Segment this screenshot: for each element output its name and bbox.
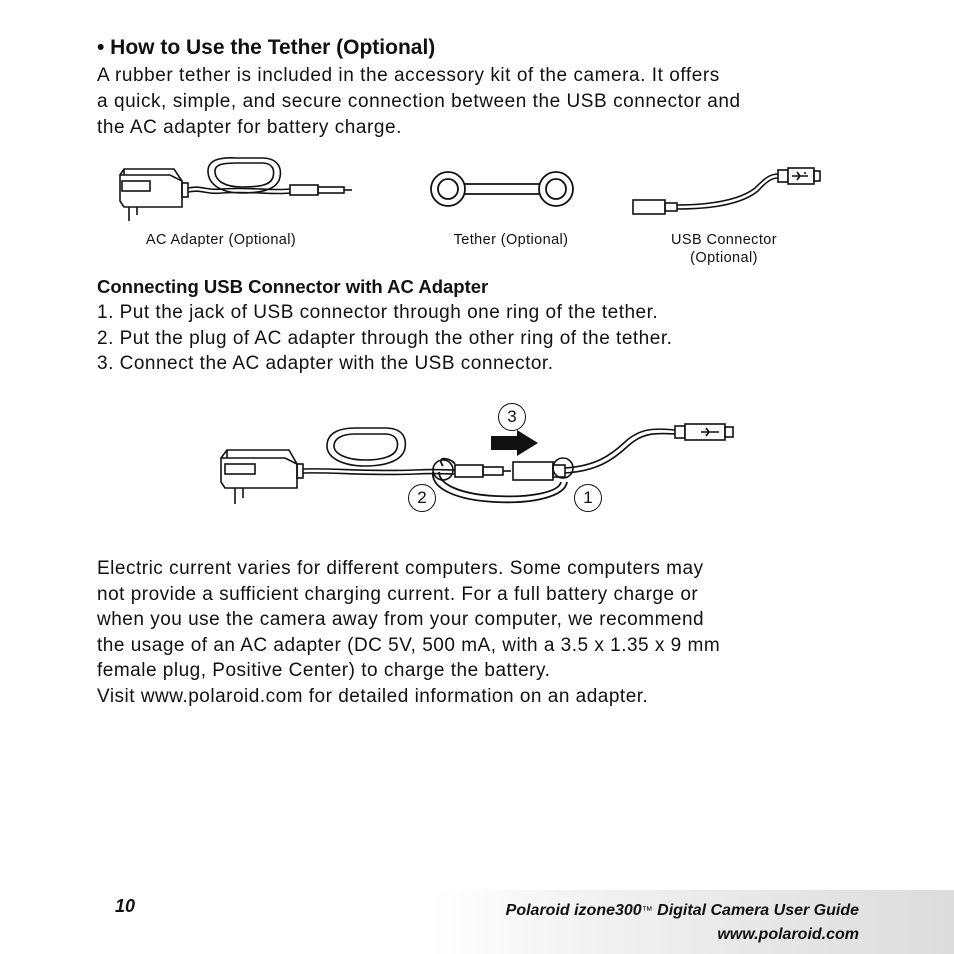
footer-guide-title: Polaroid izone300™ Digital Camera User Guide (505, 902, 859, 919)
footer-guide-info (506, 899, 859, 947)
intro-line: the AC adapter for battery charge. (97, 117, 402, 138)
tether-illustration (428, 168, 578, 212)
note-line: female plug, Positive Center) to charge the battery. (97, 660, 551, 681)
ac-adapter-illustration (112, 155, 362, 230)
caption-ac-adapter: AC Adapter (Optional) (145, 232, 297, 248)
subheading: Connecting USB Connector with AC Adapter (97, 276, 489, 297)
arrow-right-icon (491, 430, 538, 456)
step-item: 2. Put the plug of AC adapter through the other ring of the tether. (97, 327, 673, 349)
intro-line: a quick, simple, and secure connection between the USB connector and (97, 91, 741, 112)
intro-paragraph (97, 63, 877, 141)
caption-tether: Tether (Optional) (453, 232, 569, 248)
callout-two-label: 2 (417, 488, 427, 507)
step-item: 1. Put the jack of USB connector through one ring of the tether. (97, 302, 659, 323)
intro-line: A rubber tether is included in the accessory kit of the camera. It offers (97, 65, 720, 86)
note-line: Electric current varies for different computers. Some computers may (97, 558, 704, 579)
caption-usb-line1: USB Connector (671, 232, 777, 248)
section-heading: • How to Use the Tether (Optional) (97, 36, 436, 59)
note-line: when you use the camera away from your computer, we recommend (97, 609, 705, 630)
step-item: 3. Connect the AC adapter with the USB connector. (97, 353, 554, 374)
connection-diagram (215, 400, 745, 515)
callout-three (498, 403, 526, 431)
callout-two (408, 484, 436, 512)
note-line: Visit www.polaroid.com for detailed information on an adapter. (97, 685, 649, 707)
note-line: not provide a sufficient charging current. For a full battery charge or (97, 583, 699, 605)
caption-usb-connector (648, 231, 800, 267)
note-paragraph (97, 556, 720, 709)
callout-one (574, 484, 602, 512)
steps-list (97, 300, 672, 377)
callout-one-label: 1 (583, 488, 593, 507)
callout-three-label: 3 (507, 407, 517, 426)
footer-website: www.polaroid.com (717, 926, 859, 943)
usb-connector-illustration (630, 160, 825, 220)
note-line: the usage of an AC adapter (DC 5V, 500 mA, with a 3.5 x 1.35 x 9 mm (97, 634, 721, 656)
caption-usb-line2: (Optional) (690, 250, 758, 266)
page-number: 10 (115, 896, 136, 916)
